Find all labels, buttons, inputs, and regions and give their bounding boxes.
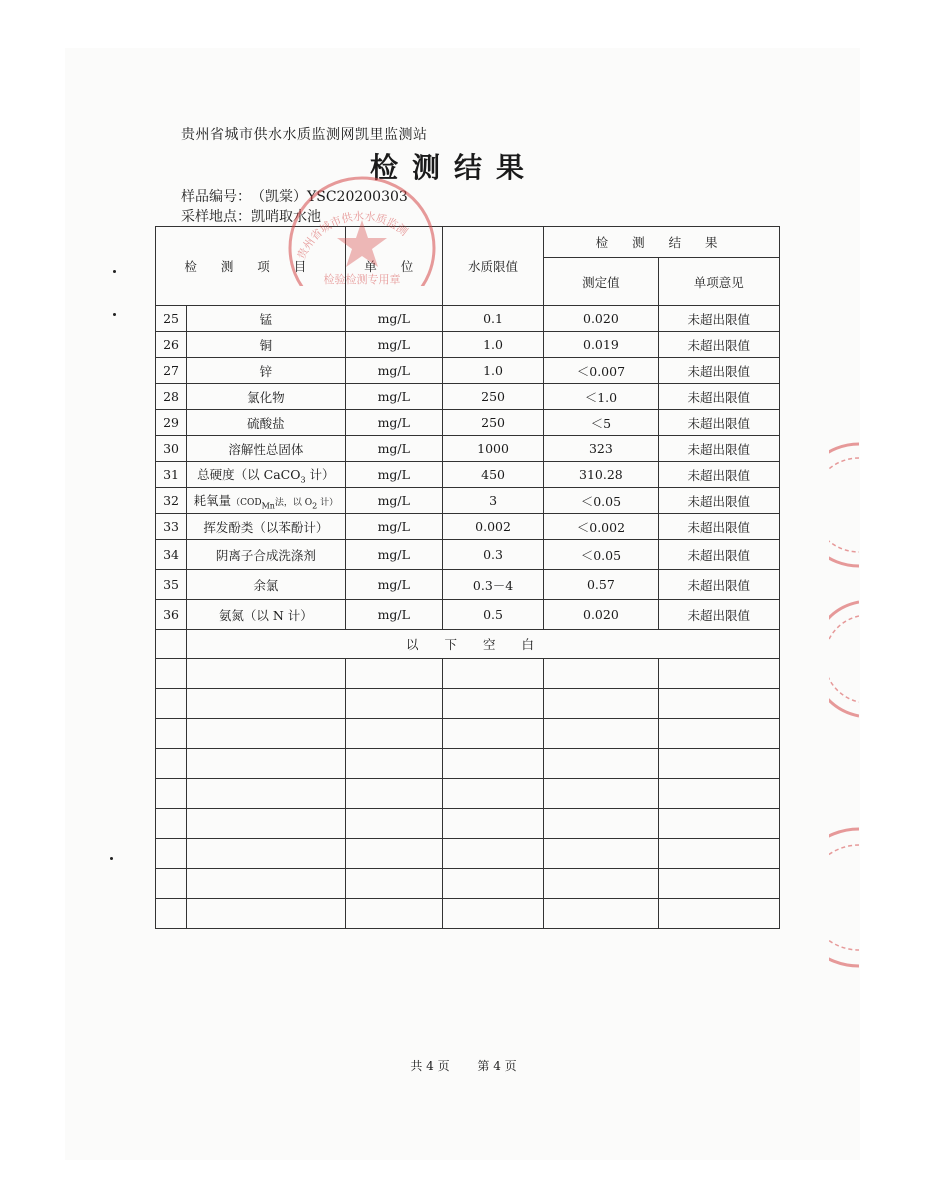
scan-speck: [113, 313, 116, 316]
sampling-location-value: 凯哨取水池: [251, 209, 321, 225]
row-limit: 1.0: [442, 358, 543, 384]
table-row: [156, 384, 780, 410]
table-row-blank: [156, 749, 780, 779]
row-number: 33: [156, 514, 187, 540]
row-opinion: 未超出限值: [658, 306, 779, 332]
row-limit: 250: [442, 410, 543, 436]
row-value: 0.019: [544, 332, 658, 358]
table-row: [156, 540, 780, 570]
row-number: 29: [156, 410, 187, 436]
row-item: 硫酸盐: [187, 410, 346, 436]
row-opinion: 未超出限值: [658, 600, 779, 630]
item-subscript: 3: [300, 475, 306, 485]
table-row: [156, 358, 780, 384]
item-subscript: Mn: [261, 501, 275, 511]
row-value: ＜0.007: [544, 358, 658, 384]
row-unit: mg/L: [345, 306, 442, 332]
table-row: [156, 600, 780, 630]
row-value: 0.020: [544, 600, 658, 630]
row-unit: mg/L: [345, 410, 442, 436]
row-number: 26: [156, 332, 187, 358]
row-value: ＜0.05: [544, 488, 658, 514]
table-row-blank: [156, 839, 780, 869]
row-item: 挥发酚类（以苯酚计）: [187, 514, 346, 540]
row-value: ＜5: [544, 410, 658, 436]
row-item: [187, 462, 346, 488]
row-value: 323: [544, 436, 658, 462]
row-item: 阴离子合成洗涤剂: [187, 540, 346, 570]
table-row: [156, 514, 780, 540]
end-marker-text: 以下空白: [187, 630, 780, 659]
sampling-location-label: 采样地点：: [181, 209, 251, 225]
end-marker-row: [156, 630, 780, 659]
organization-name: 贵州省城市供水水质监测网凯里监测站: [181, 127, 428, 143]
row-number: 32: [156, 488, 187, 514]
table-row: [156, 462, 780, 488]
table-header-row: [156, 227, 780, 258]
item-subscript: 2: [312, 501, 318, 511]
row-unit: mg/L: [345, 358, 442, 384]
row-limit: 0.002: [442, 514, 543, 540]
table-row: [156, 436, 780, 462]
sample-number: [181, 186, 408, 206]
stamp-text-top: 贵州省城市供水水质监测: [294, 209, 411, 262]
row-limit: 0.3－4: [442, 570, 543, 600]
row-opinion: 未超出限值: [658, 436, 779, 462]
item-text: 耗氧量: [193, 492, 232, 508]
row-opinion: 未超出限值: [658, 540, 779, 570]
row-limit: 250: [442, 384, 543, 410]
row-unit: mg/L: [345, 488, 442, 514]
row-value: 310.28: [544, 462, 658, 488]
scan-speck: [113, 270, 116, 273]
header-result: 检 测 结 果: [544, 227, 780, 258]
header-limit: 水质限值: [442, 227, 543, 306]
row-limit: 1000: [442, 436, 543, 462]
row-value: ＜0.002: [544, 514, 658, 540]
table-row-blank: [156, 659, 780, 689]
table-row-blank: [156, 809, 780, 839]
row-item: 氨氮（以 N 计）: [187, 600, 346, 630]
row-opinion: 未超出限值: [658, 358, 779, 384]
header-opinion: 单项意见: [658, 258, 779, 306]
page-total: 共 4 页: [410, 1059, 450, 1073]
table-row: [156, 570, 780, 600]
row-item: 锰: [187, 306, 346, 332]
header-item: 检 测 项 目: [156, 227, 346, 306]
table-row: [156, 306, 780, 332]
scan-speck: [110, 857, 113, 860]
row-limit: 0.3: [442, 540, 543, 570]
row-value: 0.57: [544, 570, 658, 600]
row-unit: mg/L: [345, 332, 442, 358]
table-row-blank: [156, 779, 780, 809]
page-footer: [0, 1057, 927, 1074]
row-number: 31: [156, 462, 187, 488]
row-opinion: 未超出限值: [658, 384, 779, 410]
item-text: 总硬度（以 CaCO: [197, 466, 301, 482]
row-opinion: 未超出限值: [658, 488, 779, 514]
page-current: 第 4 页: [477, 1059, 517, 1073]
results-table: [155, 226, 780, 929]
table-row-blank: [156, 869, 780, 899]
sample-number-value: （凯棠）YSC20200303: [251, 189, 408, 205]
table-row-blank: [156, 719, 780, 749]
row-item: 余氯: [187, 570, 346, 600]
row-limit: 0.5: [442, 600, 543, 630]
sample-number-label: 样品编号：: [181, 189, 251, 205]
row-number: 35: [156, 570, 187, 600]
row-unit: mg/L: [345, 462, 442, 488]
row-opinion: 未超出限值: [658, 570, 779, 600]
table-row: [156, 488, 780, 514]
row-limit: 450: [442, 462, 543, 488]
row-opinion: 未超出限值: [658, 462, 779, 488]
row-unit: mg/L: [345, 514, 442, 540]
row-item: 锌: [187, 358, 346, 384]
row-number: 27: [156, 358, 187, 384]
sampling-location: [181, 206, 321, 226]
row-opinion: 未超出限值: [658, 514, 779, 540]
row-item: 铜: [187, 332, 346, 358]
item-note: 计）: [317, 497, 339, 508]
table-row-blank: [156, 899, 780, 929]
row-unit: mg/L: [345, 600, 442, 630]
row-value: ＜1.0: [544, 384, 658, 410]
item-note: （COD: [231, 497, 262, 508]
stamp-text-bottom: 检验检测专用章: [323, 273, 401, 286]
header-unit: 单 位: [345, 227, 442, 306]
table-row-blank: [156, 689, 780, 719]
row-unit: mg/L: [345, 384, 442, 410]
row-item: 溶解性总固体: [187, 436, 346, 462]
row-unit: mg/L: [345, 570, 442, 600]
row-unit: mg/L: [345, 436, 442, 462]
row-opinion: 未超出限值: [658, 410, 779, 436]
row-limit: 3: [442, 488, 543, 514]
header-measured: 测定值: [544, 258, 658, 306]
row-unit: mg/L: [345, 540, 442, 570]
row-number: 34: [156, 540, 187, 570]
row-number: [156, 630, 187, 659]
item-text: 计）: [305, 466, 335, 482]
row-limit: 1.0: [442, 332, 543, 358]
row-value: 0.020: [544, 306, 658, 332]
item-note: 法，以 O: [274, 497, 313, 508]
row-number: 25: [156, 306, 187, 332]
table-row: [156, 410, 780, 436]
row-number: 30: [156, 436, 187, 462]
row-opinion: 未超出限值: [658, 332, 779, 358]
row-item: [187, 488, 346, 514]
page-title: 检测结果: [370, 151, 539, 184]
row-limit: 0.1: [442, 306, 543, 332]
row-item: 氯化物: [187, 384, 346, 410]
row-number: 36: [156, 600, 187, 630]
table-row: [156, 332, 780, 358]
row-value: ＜0.05: [544, 540, 658, 570]
row-number: 28: [156, 384, 187, 410]
